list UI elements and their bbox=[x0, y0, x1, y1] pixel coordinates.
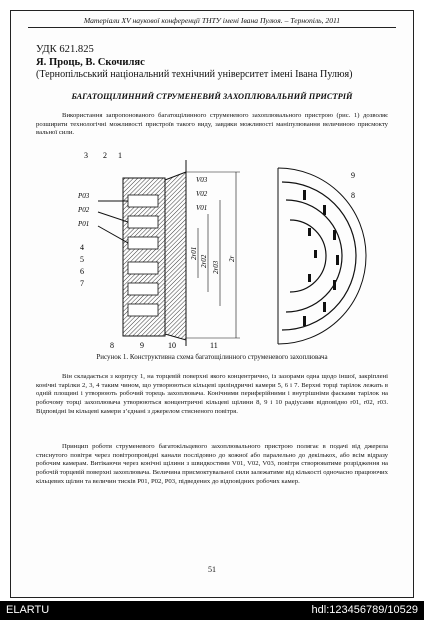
label-p03: P03 bbox=[78, 192, 90, 200]
running-header: Матеріали XV наукової конференції ТНТУ імені Івана Пулюя. – Тернопіль, 2011 bbox=[83, 16, 341, 25]
label-3: 3 bbox=[84, 151, 88, 160]
label-v03: V03 bbox=[196, 176, 208, 184]
label-4: 4 bbox=[80, 243, 84, 252]
article-title: БАГАТОЩІЛИННИЙ СТРУМЕНЕВИЙ ЗАХОПЛЮВАЛЬНИЙ ПРИСТРІЙ bbox=[71, 92, 353, 101]
label-8: 8 bbox=[110, 341, 114, 350]
page-number: 51 bbox=[208, 565, 216, 574]
label-2r01: 2r01 bbox=[190, 246, 198, 260]
footer-repository: ELARTU bbox=[6, 604, 50, 616]
paragraph-description: Він складається з корпусу 1, на торцевій поверхні якого концентрично, із зазорами одна щодо іншої, закріплені конічні тарілки 2, 3, 4 таким чином, що утворюються кільцеві циліндричні камери 5, 6 і 7. Верхні торці тарілок лежать в одній площині і утворюють робочий торець захоплювача. Конічними периферійними і внутрішніми фасками тарілок на робочому торці захоплювача утворюються концентричні кільцеві щілини 8, 9 і 10 радіусами відповідно r01, r02, r03. Відповідні їм кільцеві камери з’єднані з джерелом стисненого повітря. bbox=[36, 373, 388, 415]
label-2r03: 2r03 bbox=[212, 260, 220, 274]
label-1: 1 bbox=[118, 151, 122, 160]
label-2r: 2r bbox=[228, 255, 236, 262]
label-6: 6 bbox=[80, 267, 84, 276]
label-2: 2 bbox=[103, 151, 107, 160]
label-2r02: 2r02 bbox=[200, 254, 208, 268]
footer-bar bbox=[0, 601, 424, 620]
paragraph-intro: Використання запропонованого багатощілинного струменевого захоплювального пристрою (рис. 1) дозволяє розширити технологічні можливості пристроїв такого виду, завдяки можливості маніпулювання величиною присмокту вальної сили. bbox=[36, 112, 388, 137]
affiliation: (Тернопільський національний технічний університет імені Івана Пулюя) bbox=[36, 69, 353, 80]
label-11: 11 bbox=[210, 341, 218, 350]
label-v02: V02 bbox=[196, 190, 208, 198]
paragraph-principle: Принцип роботи струменевого багатокільцевого захоплювального пристрою полягає в подачі від джерела стиснутого повітря через повітропровідні канали послідовно до кожної або паралельно до декількох, або всім відразу робочим камерам. Витікаючи через конічні щілини з швидкостями V01, V02, V03, повітря створюватиме розрідження на робочій торцевій поверхні захоплювача. Величина присмоктувальної сили залежатиме від кількості одночасно працюючих кільцевих щілин та величин тисків P01, P02, P03, підведених до відповідних робочих камер. bbox=[36, 443, 388, 485]
label-9: 9 bbox=[140, 341, 144, 350]
label-p02: P02 bbox=[78, 206, 90, 214]
label-7: 7 bbox=[80, 279, 84, 288]
authors: Я. Проць, В. Скочиляс bbox=[36, 57, 145, 68]
udc-code: УДК 621.825 bbox=[36, 44, 94, 55]
footer-handle: hdl:123456789/10529 bbox=[311, 604, 418, 616]
figure-caption: Рисунок 1. Конструктивна схема багатощілинного струменевого захоплювача bbox=[96, 353, 328, 361]
label-v01: V01 bbox=[196, 204, 208, 212]
gripper-body-section bbox=[98, 172, 186, 340]
label-9-right: 9 bbox=[351, 171, 355, 180]
label-10: 10 bbox=[168, 341, 176, 350]
label-5: 5 bbox=[80, 255, 84, 264]
figure-schematic bbox=[68, 150, 368, 350]
label-8-right: 8 bbox=[351, 191, 355, 200]
label-p01: P01 bbox=[78, 220, 90, 228]
header-rule bbox=[28, 27, 396, 28]
